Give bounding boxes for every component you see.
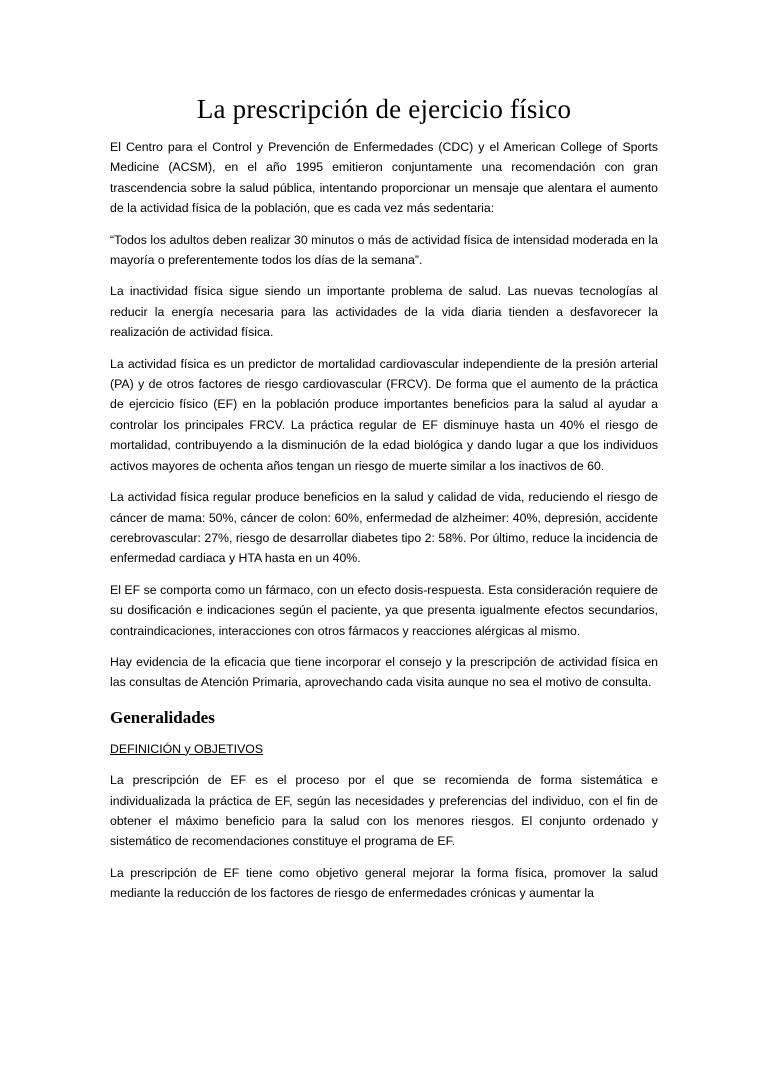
paragraph-inactivity: La inactividad física sigue siendo un importante problema de salud. Las nuevas tecnologías al reducir la energía necesaria para las actividades de la vida diaria tienden a desfavorecer la realización de actividad física. bbox=[110, 284, 658, 340]
paragraph-objective: La prescripción de EF tiene como objetivo general mejorar la forma física, promover la salud mediante la reducción de los factores de riesgo de enfermedades crónicas y aumentar la bbox=[110, 865, 658, 901]
paragraph-intro: El Centro para el Control y Prevención de Enfermedades (CDC) y el American College of Sports Medicine (ACSM), en el año 1995 emitieron conjuntamente una recomendación con gran trascendencia sobre la salud pública, intentando proporcionar un mensaje que alentara el aumento de la actividad física de la población, que es cada vez más sedentaria: bbox=[110, 140, 658, 216]
paragraph-definition: La prescripción de EF es el proceso por el que se recomienda de forma sistemática e individualizada la práctica de EF, según las necesidades y preferencias del individuo, con el fin de obtener el máximo beneficio para la salud con los menores riesgos. El conjunto ordenado y sistemático de recomendaciones constituye el programa de EF. bbox=[110, 773, 658, 849]
paragraph-predictor: La actividad física es un predictor de mortalidad cardiovascular independiente de la presión arterial (PA) y de otros factores de riesgo cardiovascular (FRCV). De forma que el aumento de la práctica de ejercicio físico (EF) en la población produce importantes beneficios para la salud al ayudar a controlar los principales FRCV. La práctica regular de EF disminuye hasta un 40% el riesgo de mortalidad, contribuyendo a la disminución de la edad biológica y dando lugar a que los individuos activos mayores de ochenta años tengan un riesgo de muerte similar a los inactivos de 60. bbox=[110, 356, 658, 473]
section-subheading: DEFINICIÓN y OBJETIVOS bbox=[110, 741, 264, 756]
paragraph-benefits: La actividad física regular produce beneficios en la salud y calidad de vida, reduciendo el riesgo de cáncer de mama: 50%, cáncer de colon: 60%, enfermedad de alzheimer: 40%, depresión, accidente cerebrovascular: 27%, riesgo de desarrollar diabetes tipo 2: 58%. Por último, reduce la incidencia de enfermedad cardiaca y HTA hasta en un 40%. bbox=[110, 490, 658, 566]
document-title: La prescripción de ejercicio físico bbox=[196, 94, 572, 124]
document-body bbox=[110, 92, 658, 915]
paragraph-quote: “Todos los adultos deben realizar 30 minutos o más de actividad física de intensidad moderada en la mayoría o preferentemente todos los días de la semana”. bbox=[110, 232, 658, 268]
paragraph-drug-analogy: El EF se comporta como un fármaco, con un efecto dosis-respuesta. Esta consideración requiere de su dosificación e indicaciones según el paciente, ya que presenta igualmente efectos secundarios, contraindicaciones, interacciones con otros fármacos y reacciones alérgicas al mismo. bbox=[110, 582, 658, 638]
paragraph-evidence: Hay evidencia de la eficacia que tiene incorporar el consejo y la prescripción de actividad física en las consultas de Atención Primaria, aprovechando cada visita aunque no sea el motivo de consulta. bbox=[110, 654, 658, 690]
section-heading: Generalidades bbox=[110, 707, 215, 727]
